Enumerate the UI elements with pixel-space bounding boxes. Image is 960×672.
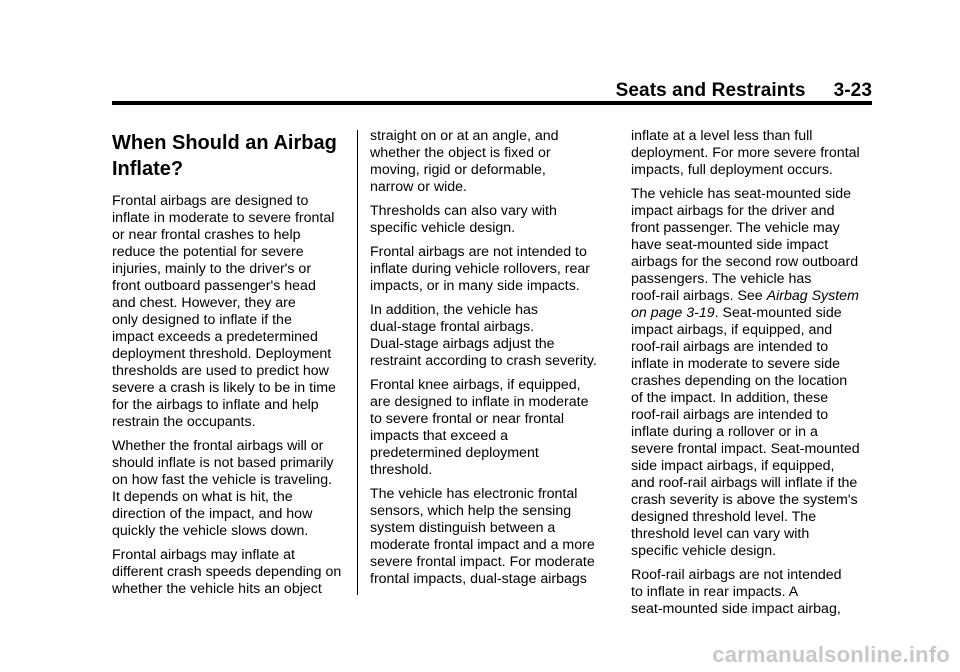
cross-reference-title: Airbag System: [766, 288, 859, 304]
page-number: 3-23: [833, 80, 872, 101]
column-2: [370, 128, 610, 595]
column-3: [631, 128, 871, 625]
column-1: [112, 130, 352, 605]
section-heading: When Should an Airbag Inflate?: [112, 132, 337, 180]
paragraph: In addition, the vehicle has dual-stage frontal airbags. Dual-stage airbags adjust the restraint according to crash severity.: [370, 302, 597, 369]
paragraph: Whether the frontal airbags will or should inflate is not based primarily on how fast the vehicle is traveling. It depends on what is hit, the direction of the impact, and how quickly the vehicle slows down.: [112, 438, 334, 539]
watermark: carmanualsonline.info: [712, 642, 950, 667]
paragraph: Frontal airbags are designed to inflate in moderate to severe frontal or near frontal crashes to help reduce the potential for severe injuries, mainly to the driver's or front outboard passenger's head and chest. However, they are only designed to inflate if the impact exceeds a predetermined deployment threshold. Deployment thresholds are used to predict how severe a crash is likely to be in time for the airbags to inflate and help restrain the occupants.: [112, 193, 336, 430]
paragraph: straight on or at an angle, and whether the object is fixed or moving, rigid or deformable, narrow or wide.: [370, 128, 559, 195]
paragraph: The vehicle has seat-mounted side impact airbags for the driver and front passenger. The vehicle may have seat-mounted side impact airbags for the second row outboard passengers. The vehicle has roof-rail airbags. See Airbag System on page 3-19. Seat-mounted side impact airbags, if equipped, and roof-rail airbags are intended to inflate in moderate to severe side crashes depending on the location of the impact. In addition, these roof-rail airbags are intended to inflate during a rollover or in a severe frontal impact. Seat-mounted side impact airbags, if equipped, and roof-rail airbags will inflate if the crash severity is above the system's designed threshold level. The threshold level can vary with specific vehicle design.: [631, 186, 860, 559]
paragraph: inflate at a level less than full deployment. For more severe frontal impacts, full deployment occurs.: [631, 128, 860, 178]
column-divider: [357, 130, 358, 595]
running-head: [616, 80, 872, 102]
paragraph: Frontal airbags may inflate at different crash speeds depending on whether the vehicle hits an object: [112, 547, 342, 597]
paragraph: Roof-rail airbags are not intended to inflate in rear impacts. A seat-mounted side impact airbag,: [631, 567, 842, 617]
paragraph: The vehicle has electronic frontal sensors, which help the sensing system distinguish between a moderate frontal impact and a more severe frontal impact. For moderate frontal impacts, dual-stage airbags: [370, 486, 595, 587]
cross-reference-page: on page 3-19: [631, 305, 715, 321]
paragraph: Thresholds can also vary with specific vehicle design.: [370, 203, 557, 236]
section-title: Seats and Restraints: [615, 80, 806, 101]
header-rule: [112, 101, 872, 105]
paragraph: Frontal knee airbags, if equipped, are designed to inflate in moderate to severe frontal or near frontal impacts that exceed a predetermined deployment threshold.: [370, 377, 589, 478]
paragraph: Frontal airbags are not intended to inflate during vehicle rollovers, rear impacts, or in many side impacts.: [370, 244, 591, 294]
